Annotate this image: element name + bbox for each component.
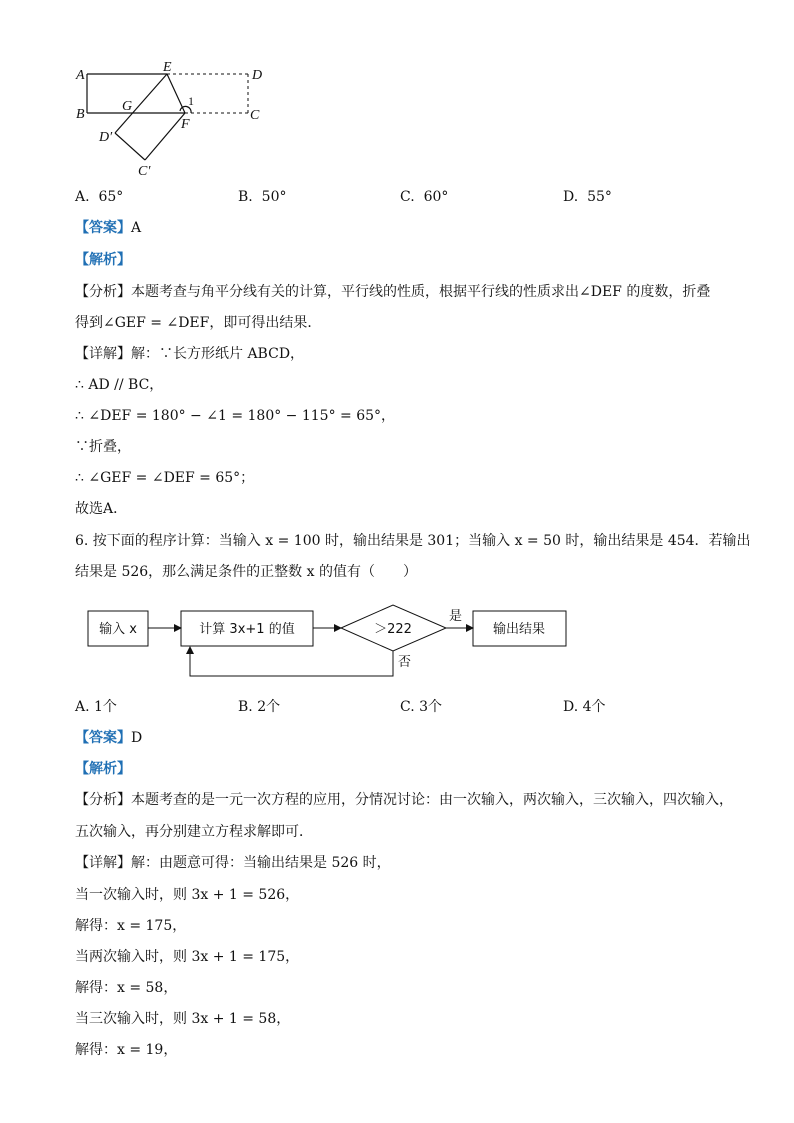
flow-input-label: 输入 x [99, 622, 137, 637]
q5-step4: ∴ ∠GEF = ∠DEF = 65°； [75, 470, 255, 486]
q6-step2: 解得：x = 175， [75, 918, 187, 934]
label-C-prime: C′ [138, 164, 151, 179]
q6-option-b[interactable]: B. 2个 [238, 699, 281, 715]
q6-option-d[interactable]: D. 4个 [563, 699, 606, 715]
flow-condition-label: ＞222 [374, 622, 412, 637]
q6-step3: 当两次输入时，则 3x + 1 = 175， [75, 949, 300, 965]
flow-yes-label: 是 [449, 609, 463, 624]
q5-fenxi-line2: 得到∠GEF = ∠DEF，即可得出结果． [75, 315, 322, 331]
label-G: G [122, 99, 133, 114]
q6-stem-line2: 结果是 526，那么满足条件的正整数 x 的值有（ ） [75, 564, 417, 580]
q5-answer: 【答案】A [75, 220, 142, 236]
label-F: F [181, 117, 190, 132]
label-C: C [250, 108, 260, 123]
fold-figure [70, 60, 280, 185]
q5-option-d[interactable]: D. 55° [563, 189, 612, 205]
q6-step1: 当一次输入时，则 3x + 1 = 526， [75, 887, 300, 903]
q6-option-c[interactable]: C. 3个 [400, 699, 443, 715]
label-one: 1 [188, 94, 194, 108]
label-E: E [163, 60, 172, 75]
q5-detail-intro: 【详解】解：∵长方形纸片 ABCD， [75, 346, 305, 362]
flow-compute-label: 计算 3x+1 的值 [199, 622, 295, 637]
q6-answer: 【答案】D [75, 730, 143, 746]
label-D-prime: D′ [99, 130, 113, 145]
q5-option-a[interactable]: A. 65° [75, 189, 124, 205]
label-D: D [252, 68, 263, 83]
q5-step3: ∵折叠， [75, 439, 131, 455]
q5-step1: ∴ AD // BC， [75, 377, 164, 393]
flow-no-label: 否 [398, 655, 412, 670]
q6-fenxi-line1: 【分析】本题考查的是一元一次方程的应用，分情况讨论：由一次输入，两次输入，三次输入，四次输入， [75, 792, 733, 808]
q6-analysis-heading: 【解析】 [75, 761, 131, 777]
label-B: B [76, 107, 85, 122]
label-A: A [76, 68, 85, 83]
q6-stem-line1: 6. 按下面的程序计算：当输入 x = 100 时，输出结果是 301；当输入 x = 50 时，输出结果是 454．若输出 [75, 533, 751, 549]
q6-step4: 解得：x = 58， [75, 980, 178, 996]
q6-step6: 解得：x = 19， [75, 1042, 178, 1058]
q6-step5: 当三次输入时，则 3x + 1 = 58， [75, 1011, 291, 1027]
q5-option-c[interactable]: C. 60° [400, 189, 449, 205]
q6-option-a[interactable]: A. 1个 [75, 699, 117, 715]
q5-step2: ∴ ∠DEF = 180° − ∠1 = 180° − 115° = 65°， [75, 408, 396, 424]
q5-conclusion: 故选A． [75, 501, 128, 517]
q5-analysis-heading: 【解析】 [75, 252, 131, 268]
q6-flowchart [80, 600, 580, 682]
q6-detail-intro: 【详解】解：由题意可得：当输出结果是 526 时， [75, 855, 391, 871]
q5-fenxi-line1: 【分析】本题考查与角平分线有关的计算，平行线的性质，根据平行线的性质求出∠DEF 的度数，折叠 [75, 284, 711, 300]
q5-option-b[interactable]: B. 50° [238, 189, 287, 205]
flow-output-label: 输出结果 [492, 622, 546, 637]
q6-fenxi-line2: 五次输入，再分别建立方程求解即可． [75, 824, 313, 840]
